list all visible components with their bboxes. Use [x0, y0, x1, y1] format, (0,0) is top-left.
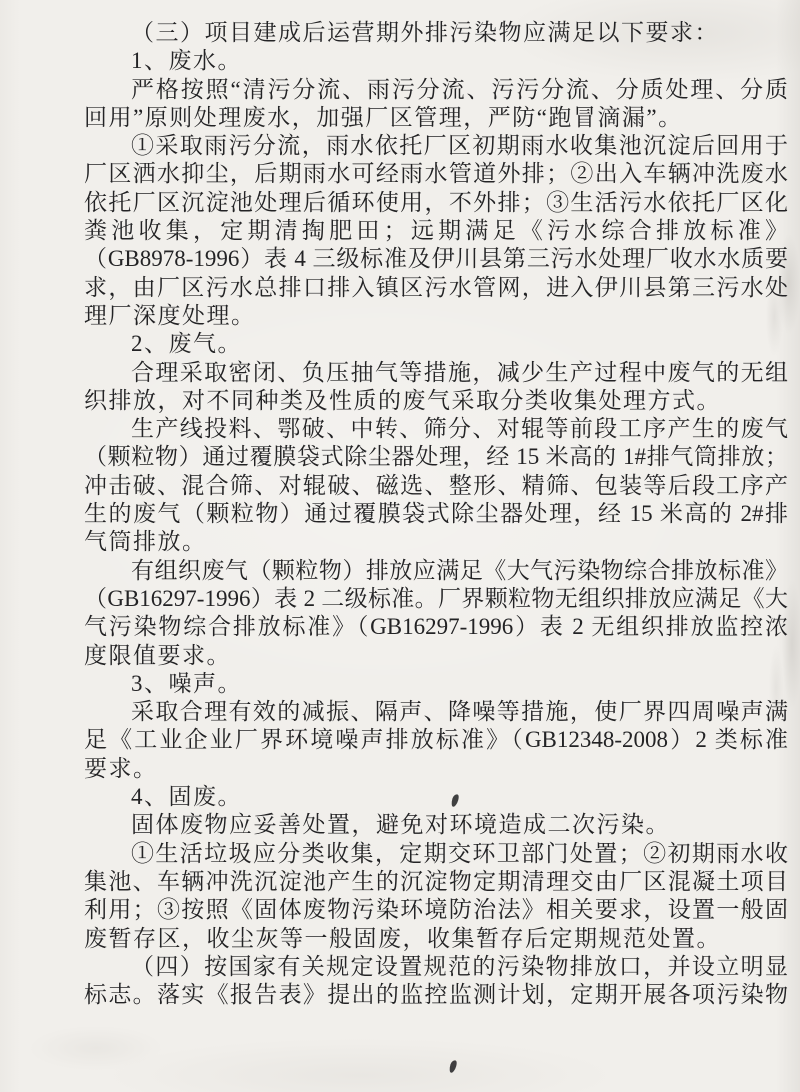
text-line: 粪池收集，定期清掏肥田；远期满足《污水综合排放标准》 [84, 218, 788, 244]
text-line: 理厂深度处理。 [84, 302, 256, 328]
text-line: （四）按国家有关规定设置规范的污染物排放口，并设立明显 [131, 953, 788, 979]
text-line: ①生活垃圾应分类收集，定期交环卫部门处置；②初期雨水收 [131, 840, 788, 866]
document-text-block [84, 19, 788, 1009]
text-line: 求，由厂区污水总排口排入镇区污水管网，进入伊川县第三污水处 [84, 274, 788, 300]
text-line: （GB16297-1996）表 2 二级标准。厂界颗粒物无组织排放应满足《大 [84, 585, 788, 611]
text-line: 2、废气。 [131, 331, 242, 357]
text-line: 利用；③按照《固体废物污染环境防治法》相关要求，设置一般固 [84, 897, 788, 923]
text-line: 生的废气（颗粒物）通过覆膜袋式除尘器处理，经 15 米高的 2#排 [84, 501, 788, 527]
text-line: 严格按照“清污分流、雨污分流、污污分流、分质处理、分质 [131, 76, 788, 102]
text-line: 采取合理有效的减振、隔声、降噪等措施，使厂界四周噪声满 [131, 699, 788, 725]
text-line: 厂区洒水抑尘，后期雨水可经雨水管道外排；②出入车辆冲洗废水 [84, 161, 788, 187]
text-line: 生产线投料、鄂破、中转、筛分、对辊等前段工序产生的废气 [131, 416, 788, 442]
text-line: 气污染物综合排放标准》（GB16297-1996）表 2 无组织排放监控浓 [84, 614, 788, 640]
text-line: 回用”原则处理废水，加强厂区管理，严防“跑冒滴漏”。 [84, 104, 683, 130]
text-line: ①采取雨污分流，雨水依托厂区初期雨水收集池沉淀后回用于 [131, 133, 788, 159]
text-line: 1、废水。 [131, 48, 242, 74]
text-line: 3、噪声。 [131, 670, 242, 696]
text-line: 有组织废气（颗粒物）排放应满足《大气污染物综合排放标准》 [131, 557, 788, 583]
text-line: （三）项目建成后运营期外排污染物应满足以下要求： [131, 20, 719, 45]
text-line: 度限值要求。 [84, 642, 231, 668]
text-line: 合理采取密闭、负压抽气等措施，减少生产过程中废气的无组 [131, 359, 788, 385]
text-line: 集池、车辆冲洗沉淀池产生的沉淀物定期清理交由厂区混凝土项目 [84, 868, 788, 894]
text-line: 依托厂区沉淀池处理后循环使用，不外排；③生活污水依托厂区化 [84, 189, 788, 215]
text-line: 足《工业企业厂界环境噪声排放标准》（GB12348-2008）2 类标准 [84, 727, 788, 753]
text-line: 要求。 [84, 755, 158, 781]
text-line: 废暂存区，收尘灰等一般固废，收集暂存后定期规范处置。 [84, 925, 721, 951]
text-line: 气筒排放。 [84, 529, 207, 555]
text-line: 冲击破、混合筛、对辊破、磁选、整形、精筛、包装等后段工序产 [84, 472, 788, 498]
text-line: 固体废物应妥善处置，避免对环境造成二次污染。 [131, 812, 670, 838]
text-line: 标志。落实《报告表》提出的监控监测计划，定期开展各项污染物 [84, 982, 788, 1008]
text-line: （GB8978-1996）表 4 三级标准及伊川县第三污水处理厂收水水质要 [84, 246, 788, 272]
text-line: 4、固废。 [131, 784, 242, 810]
text-line: 织排放，对不同种类及性质的废气采取分类收集处理方式。 [84, 387, 721, 413]
ink-mark [448, 1059, 457, 1073]
text-line: （颗粒物）通过覆膜袋式除尘器处理，经 15 米高的 1#排气筒排放； [84, 444, 788, 470]
